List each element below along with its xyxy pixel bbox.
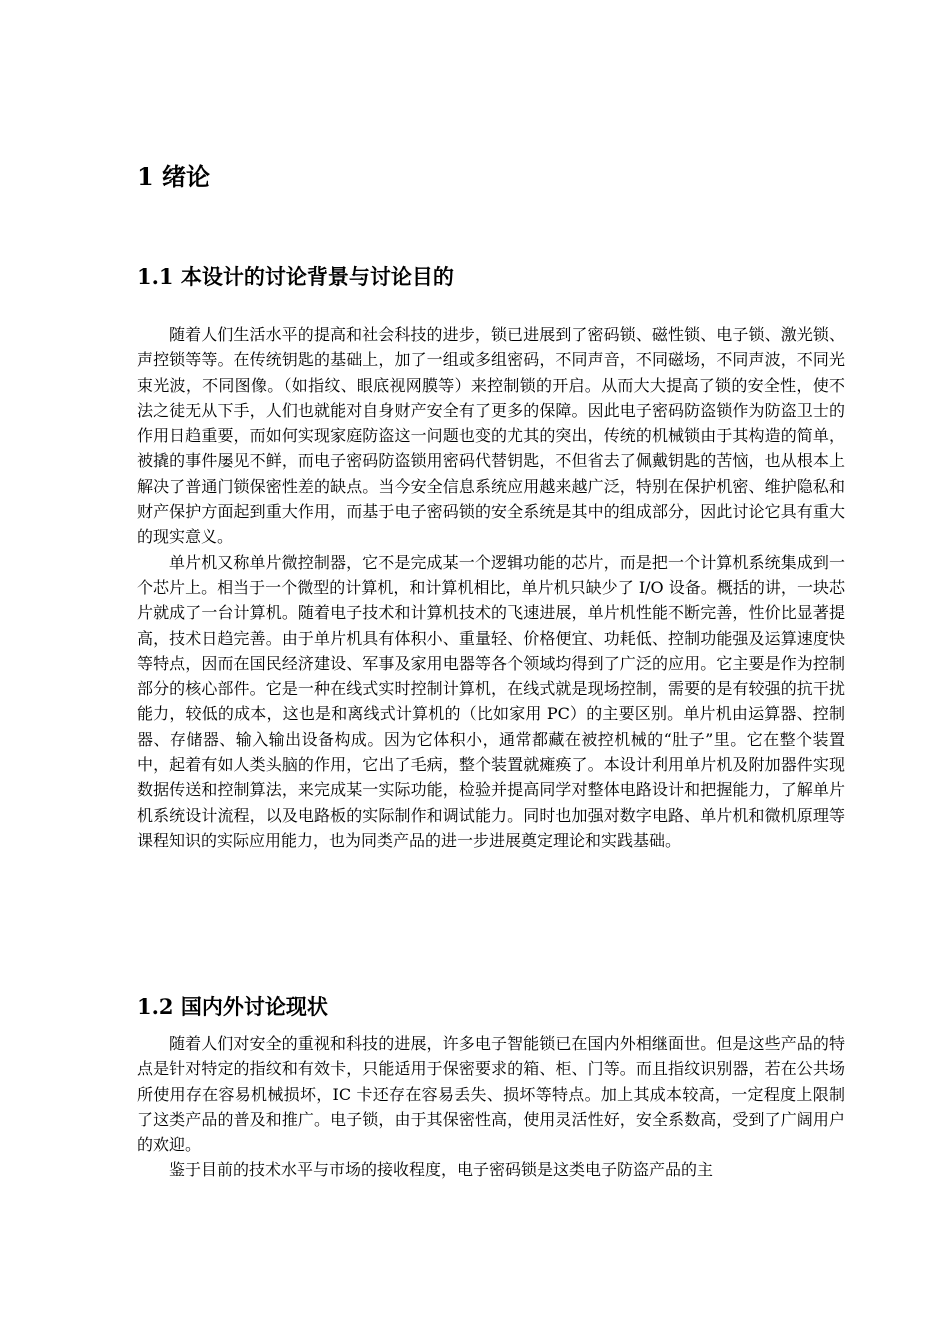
paragraph: 单片机又称单片微控制器，它不是完成某一个逻辑功能的芯片，而是把一个计算机系统集成到一个芯片上。相当于一个微型的计算机，和计算机相比，单片机只缺少了 I/O 设备。概括的讲，一块芯片就成了一台计算机。随着电子技术和计算机技术的飞速进展，单片机性能不断完善，性价比显著提高，技术日趋完善。由于单片机具有体积小、重量轻、价格便宜、功耗低、控制功能强及运算速度快等特点，因而在国民经济建设、军事及家用电器等各个领域均得到了广泛的应用。它主要是作为控制部分的核心部件。它是一种在线式实时控制计算机，在线式就是现场控制，需要的是有较强的抗干扰能力，较低的成本，这也是和离线式计算机的（比如家用 PC）的主要区别。单片机由运算器、控制器、存储器、输入输出设备构成。因为它体积小，通常都藏在被控机械的“肚子”里。它在整个装置中，起着有如人类头脑的作用，它出了毛病，整个装置就瘫痪了。本设计利用单片机及附加器件实现数据传送和控制算法，来完成某一实际功能，检验并提高同学对整体电路设计和把握能力，了解单片机系统设计流程，以及电路板的实际制作和调试能力。同时也加强对数字电路、单片机和微机原理等课程知识的实际应用能力，也为同类产品的进一步进展奠定理论和实践基础。 (137, 552, 845, 850)
section-body-1-1 (137, 322, 845, 853)
paragraph: 鉴于目前的技术水平与市场的接收程度，电子密码锁是这类电子防盗产品的主 (169, 1160, 714, 1180)
section-title-1-1: 1.1 本设计的讨论背景与讨论目的 (137, 264, 454, 289)
chapter-title: 1 绪论 (137, 162, 211, 191)
section-body-1-2 (137, 1031, 845, 1183)
paragraph: 随着人们生活水平的提高和社会科技的进步，锁已进展到了密码锁、磁性锁、电子锁、激光锁、声控锁等等。在传统钥匙的基础上，加了一组或多组密码，不同声音，不同磁场，不同声波，不同光束光波，不同图像。（如指纹、眼底视网膜等）来控制锁的开启。从而大大提高了锁的安全性，使不法之徒无从下手，人们也就能对自身财产安全有了更多的保障。因此电子密码防盗锁作为防盗卫士的作用日趋重要，而如何实现家庭防盗这一问题也变的尤其的突出，传统的机械锁由于其构造的简单，被撬的事件屡见不鲜，而电子密码防盗锁用密码代替钥匙，不但省去了佩戴钥匙的苦恼，也从根本上解决了普通门锁保密性差的缺点。当今安全信息系统应用越来越广泛，特别在保护机密、维护隐私和财产保护方面起到重大作用，而基于电子密码锁的安全系统是其中的组成部分，因此讨论它具有重大的现实意义。 (137, 325, 845, 547)
paragraph: 随着人们对安全的重视和科技的进展，许多电子智能锁已在国内外相继面世。但是这些产品的特点是针对特定的指纹和有效卡，只能适用于保密要求的箱、柜、门等。而且指纹识别器，若在公共场所使用存在容易机械损坏，IC 卡还存在容易丢失、损坏等特点。加上其成本较高，一定程度上限制了这类产品的普及和推广。电子锁，由于其保密性高，使用灵活性好，安全系数高，受到了广阔用户的欢迎。 (137, 1034, 845, 1155)
section-title-1-2: 1.2 国内外讨论现状 (137, 994, 328, 1019)
